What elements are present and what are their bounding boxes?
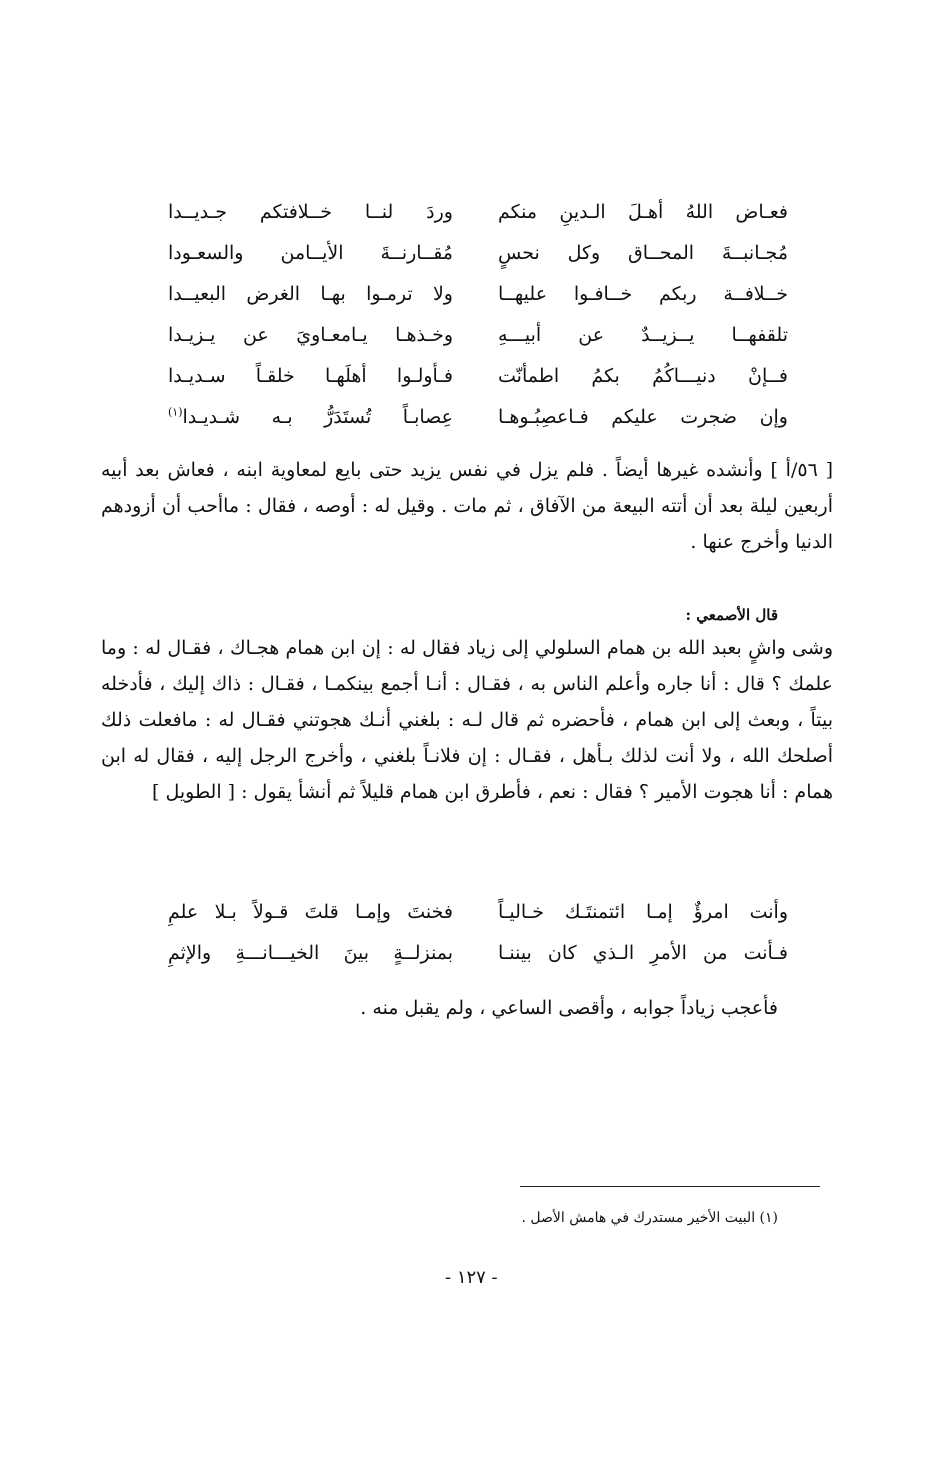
verse-first-hemistich: فعـاض اللهُ أهـلَ الـدينِ منكم — [498, 201, 788, 223]
poem-verse — [168, 356, 788, 397]
paragraph-text: وشى واشٍ بعبد الله بن همام السلولي إلى زياد فقال له : إن ابن همام هجـاك ، فقـال له : وما علمك ؟ قال : أنا جاره وأعلم الناس به ، فقـال : أنـا أجمع بينكمـا ، فقـال : ذاك إليك ، فأدخله بيتاً ، وبعث إلى ابن همام ، فأحضره ثم قال لـه : بلغني أنـك هجوتني فقـال له : مافعلت ذلك أصلحك الله ، ولا أنت لذلك بـأهل ، فقـال : إن فلانـاً بلغني ، وأخرج الرجل إليه ، فقال له ابن همام : أنا هجوت الأمير ؟ فقال : نعم ، فأطرق ابن همام قليلاً ثم أنشأ يقول : [ الطويل ] — [101, 637, 833, 803]
verse-first-hemistich: فـأنت من الأمرِ الـذي كان بيننـا — [498, 942, 788, 964]
verse-second-hemistich — [168, 397, 453, 438]
poem-verse — [168, 892, 788, 933]
verse-second-hemistich: وخـذهـا يـامعـاويَ عن يـزيـدا — [168, 324, 453, 346]
verse-second-hemistich: فـأولـوا أهلَهـا خلقـاً سـديـدا — [168, 365, 453, 387]
verse-second-hemistich: وردَ لنــا خــلافتكم جـديــدا — [168, 201, 453, 223]
prose-paragraph — [101, 452, 833, 560]
poem-verse — [168, 274, 788, 315]
verse-first-hemistich: مُجـانبــةَ المحــاق وكل نحسٍ — [498, 242, 788, 264]
footnote-marker: (١) — [168, 405, 183, 419]
verse-first-hemistich: تلقفهــا يــزيــدٌ عن أبيـــهِ — [498, 324, 788, 346]
verse-second-hemistich: فخنتَ وإمـا قلتَ قـولاً بـلا علمِ — [168, 901, 453, 923]
poem-verse — [168, 397, 788, 438]
verse-second-hemistich: مُقــارنــةَ الأيــامن والسعـودا — [168, 242, 453, 264]
verse-second-hemistich: بمنزلــةٍ بينَ الخيـــانـــةِ والإثمِ — [168, 942, 453, 964]
section-heading: قال الأصمعي : — [685, 606, 778, 624]
verse-second-hemistich: ولا ترمـوا بهـا الغرض البعيــدا — [168, 283, 453, 305]
poem-verse — [168, 233, 788, 274]
poem-verse — [168, 315, 788, 356]
footnote: (١) البيت الأخير مستدرك في هامش الأصل . — [521, 1210, 778, 1226]
poem-verse — [168, 933, 788, 974]
verse-first-hemistich: خــلافــة ربكم خــافـوا عليهــا — [498, 283, 788, 305]
verse-first-hemistich: وإن ضجرت عليكم فـاعصِبُـوهـا — [498, 406, 788, 428]
closing-sentence: فأعجب زياداً جوابه ، وأقصى الساعي ، ولم يقبل منه . — [360, 997, 778, 1019]
verse-second-hemistich-text: عِصابـاً تُستَدَرُّ بـه شـديـدا — [182, 406, 453, 428]
poem-verse — [168, 192, 788, 233]
verse-first-hemistich: وأنت امرؤٌ إمـا ائتمنتَـك خـاليـاً — [498, 901, 788, 923]
footnote-divider — [520, 1186, 820, 1187]
poem-block — [168, 892, 788, 974]
paragraph-text: [ ٥٦/أ ] وأنشده غيرها أيضاً . فلم يزل في نفس يزيد حتى بايع لمعاوية ابنه ، فعاش بعد أبيه أربعين ليلة بعد أن أتته البيعة من الآفاق ، ثم مات . وقيل له : أوصه ، فقال : ماأحب أن أزودهم الدنيا وأخرج عنها . — [101, 459, 833, 553]
prose-paragraph — [101, 630, 833, 810]
poem-block — [168, 192, 788, 438]
page-number: - ١٢٧ - — [445, 1267, 498, 1288]
verse-first-hemistich: فــإنْ دنيـــاكُمُ بكمُ اطمأنّت — [498, 365, 788, 387]
